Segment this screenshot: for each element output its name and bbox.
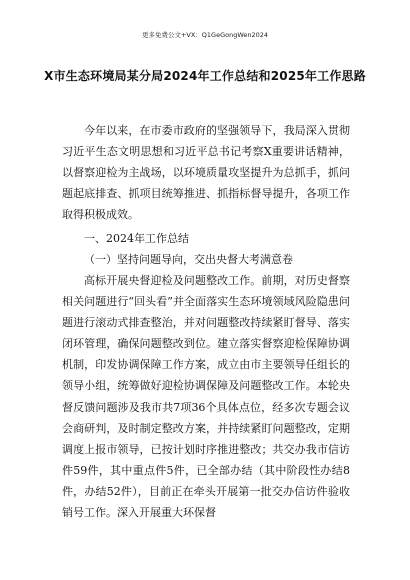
document-title: X市生态环境局某分局2024年工作总结和2025年工作思路 xyxy=(44,69,366,83)
section-heading: 一、2024年工作总结 xyxy=(84,232,189,245)
subsection-body xyxy=(62,270,350,523)
subsection-body-text: 高标开展央督迎检及问题整改工作。前期，对历史督察相关问题进行“回头看”并全面落实生态环境领域风险隐患问题进行滚动式排查整治，并对问题整改持续紧盯督导、落实闭环管理，确保问题整改到位。建立落实督察迎检保障协调机制，印发协调保障工作方案，成立由市主要领导任组长的领导小组，统筹做好迎检协调保障及问题整改工作。本轮央督反馈问题涉及我市共7项36个具体点位，经多次专题会议会商研判，及时制定整改方案，并持续紧盯问题整改，定期调度上报市领导，已按计划时序推进整改；共交办我市信访件59件，其中重点件5件，已全部办结（其中阶段性办结8件，办结52件），目前正在牵头开展第一批交办信访件验收销号工作。深入开展重大环保督 xyxy=(62,274,350,520)
header-note: 更多免费公文+VX：Q1GeGongWen2024 xyxy=(141,31,269,39)
subsection-heading: （一）坚持问题导向，交出央督大考满意卷 xyxy=(84,253,293,266)
intro-paragraph xyxy=(62,120,350,225)
intro-text: 今年以来，在市委市政府的坚强领导下，我局深入贯彻习近平生态文明思想和习近平总书记考察X重要讲话精神，以督察迎检为主战场，以环境质量攻坚提升为总抓手，抓问题起底排查、抓项目统筹推进、抓指标督导提升，各项工作取得积极成效。 xyxy=(62,124,350,222)
